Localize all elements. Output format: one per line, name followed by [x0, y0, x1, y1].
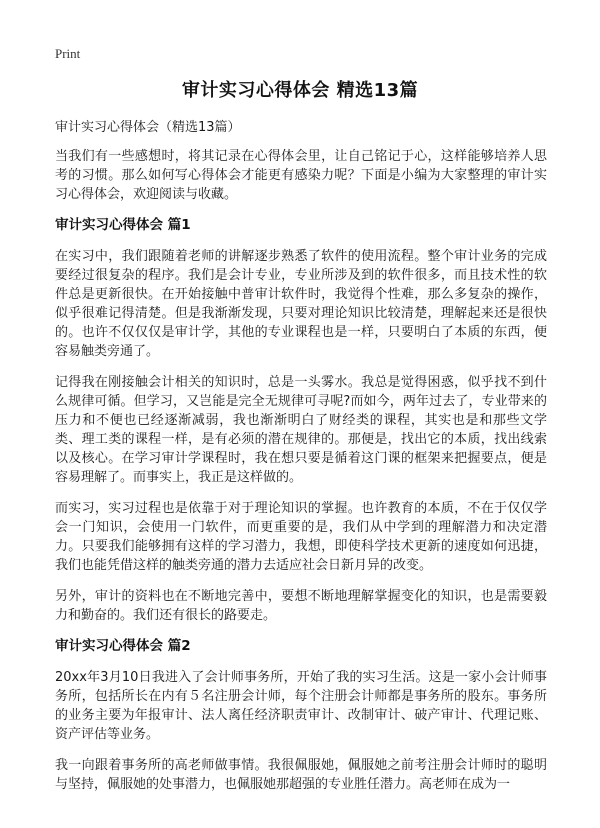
print-link[interactable]: Print [55, 46, 81, 61]
section-2-paragraph-1: 20xx年3月10日我进入了会计师事务所，开始了我的实习生活。这是一家小会计师事务所，包括所长在内有５名注册会计师，每个注册会计师都是事务所的股东。事务所的业务主要为年报审计、法人离任经济职责审计、改制审计、破产审计、代理记账、资产评估等业务。 [55, 670, 547, 742]
intro-paragraph: 当我们有一些感想时，将其记录在心得体会里，让自己铭记于心，这样能够培养人思考的习惯。那么如何写心得体会才能更有感染力呢？下面是小编为大家整理的审计实习心得体会，欢迎阅读与收藏。 [55, 149, 547, 202]
section-1-paragraph-1: 在实习中，我们跟随着老师的讲解逐步熟悉了软件的使用流程。整个审计业务的完成要经过很复杂的程序。我们是会计专业，专业所涉及到的软件很多，而且技术性的软件总是更新很快。在开始接触中普审计软件时，我觉得个性难，那么多复杂的操作，似乎很难记得清楚。但是我渐渐发现，只要对理论知识比较清楚，理解起来还是很快的。也许不仅仅仅是审计学，其他的专业课程也是一样，只要明白了本质的东西，便容易触类旁通了。 [55, 249, 547, 359]
section-1-paragraph-4: 另外，审计的资料也在不断地完善中，要想不断地理解掌握变化的知识，也是需要毅力和勤奋的。我们还有很长的路要走。 [55, 589, 547, 623]
section-heading-2: 审计实习心得体会 篇2 [55, 638, 191, 654]
article-subtitle: 审计实习心得体会（精选13篇） [55, 120, 241, 135]
section-2-paragraph-2: 我一向跟着事务所的高老师做事情。我很佩服她，佩服她之前考注册会计师时的聪明与坚持，佩服她的处事潜力，也佩服她那超强的专业胜任潜力。高老师在成为一 [55, 758, 547, 792]
section-1-paragraph-3: 而实习，实习过程也是依靠于对于理论知识的掌握。也许教育的本质，不在于仅仅学会一门知识，会使用一门软件，而更重要的是，我们从中学到的理解潜力和决定潜力。只要我们能够拥有这样的学习潜力，我想，即使科学技术更新的速度如何迅捷，我们也能凭借这样的触类旁通的潜力去适应社会日新月异的改变。 [55, 501, 547, 573]
article-body [55, 118, 547, 806]
section-1-paragraph-2: 记得我在刚接触会计相关的知识时，总是一头雾水。我总是觉得困惑，似乎找不到什么规律可循。但学习，又岂能是完全无规律可寻呢?而如今，两年过去了，专业带来的压力和不便也已经逐渐减弱，我也渐渐明白了财经类的课程，其实也是和那些文学类、理工类的课程一样，是有必须的潜在规律的。那便是，找出它的本质，找出线索以及核心。在学习审计学课程时，我在想只要是循着这门课的框架来把握要点，便是容易理解了。而事实上，我正是这样做的。 [55, 375, 547, 485]
page-title: 审计实习心得体会 精选13篇 [181, 80, 419, 101]
section-heading-1: 审计实习心得体会 篇1 [55, 217, 191, 233]
